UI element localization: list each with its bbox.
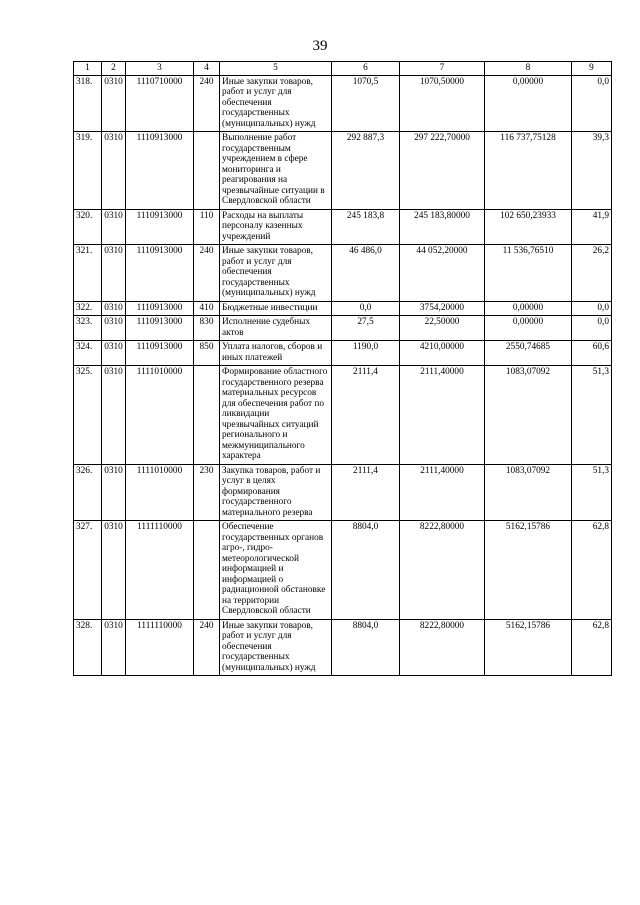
target-code: 1110913000 bbox=[126, 132, 194, 210]
value-col9: 0,0 bbox=[572, 75, 612, 132]
value-col7: 2111,40000 bbox=[400, 464, 485, 521]
expense-type bbox=[194, 521, 220, 620]
value-col7: 8222,80000 bbox=[400, 521, 485, 620]
expense-type bbox=[194, 366, 220, 465]
value-col9: 60,6 bbox=[572, 341, 612, 366]
target-code: 1110913000 bbox=[126, 341, 194, 366]
value-col9: 26,2 bbox=[572, 245, 612, 302]
column-header-9: 9 bbox=[572, 62, 612, 76]
row-number: 321. bbox=[74, 245, 102, 302]
value-col6: 2111,4 bbox=[332, 366, 400, 465]
expense-type: 230 bbox=[194, 464, 220, 521]
value-col6: 8804,0 bbox=[332, 521, 400, 620]
row-number: 326. bbox=[74, 464, 102, 521]
target-code: 1111010000 bbox=[126, 464, 194, 521]
value-col8: 0,00000 bbox=[485, 301, 572, 316]
row-number: 327. bbox=[74, 521, 102, 620]
value-col9: 0,0 bbox=[572, 301, 612, 316]
section-code: 0310 bbox=[102, 619, 126, 676]
row-number: 320. bbox=[74, 209, 102, 245]
column-header-6: 6 bbox=[332, 62, 400, 76]
value-col8: 0,00000 bbox=[485, 75, 572, 132]
expense-type: 240 bbox=[194, 245, 220, 302]
target-code: 1110710000 bbox=[126, 75, 194, 132]
value-col8: 5162,15786 bbox=[485, 619, 572, 676]
item-name: Формирование областного государственного резерва материальных ресурсов для обеспечения работ по ликвидации чрезвычайных ситуаций регионального и межмуниципального характера bbox=[220, 366, 332, 465]
row-number: 323. bbox=[74, 316, 102, 341]
item-name: Иные закупки товаров, работ и услуг для обеспечения государственных (муниципальных) нужд bbox=[220, 619, 332, 676]
item-name: Расходы на выплаты персоналу казенных учреждений bbox=[220, 209, 332, 245]
row-number: 325. bbox=[74, 366, 102, 465]
value-col9: 62,8 bbox=[572, 521, 612, 620]
value-col6: 2111,4 bbox=[332, 464, 400, 521]
expense-type: 850 bbox=[194, 341, 220, 366]
value-col6: 1190,0 bbox=[332, 341, 400, 366]
value-col7: 44 052,20000 bbox=[400, 245, 485, 302]
item-name: Иные закупки товаров, работ и услуг для обеспечения государственных (муниципальных) нужд bbox=[220, 245, 332, 302]
section-code: 0310 bbox=[102, 245, 126, 302]
value-col7: 8222,80000 bbox=[400, 619, 485, 676]
value-col8: 1083,07092 bbox=[485, 366, 572, 465]
target-code: 1110913000 bbox=[126, 316, 194, 341]
value-col9: 39,3 bbox=[572, 132, 612, 210]
target-code: 1110913000 bbox=[126, 245, 194, 302]
value-col7: 245 183,80000 bbox=[400, 209, 485, 245]
row-number: 319. bbox=[74, 132, 102, 210]
value-col6: 1070,5 bbox=[332, 75, 400, 132]
item-name: Выполнение работ государственным учреждением в сфере мониторинга и реагирования на чрезвычайные ситуации в Свердловской области bbox=[220, 132, 332, 210]
section-code: 0310 bbox=[102, 316, 126, 341]
expense-type: 410 bbox=[194, 301, 220, 316]
item-name: Исполнение судебных актов bbox=[220, 316, 332, 341]
value-col8: 0,00000 bbox=[485, 316, 572, 341]
table-row bbox=[74, 619, 612, 676]
value-col7: 22,50000 bbox=[400, 316, 485, 341]
row-number: 322. bbox=[74, 301, 102, 316]
item-name: Бюджетные инвестиции bbox=[220, 301, 332, 316]
value-col8: 1083,07092 bbox=[485, 464, 572, 521]
value-col8: 2550,74685 bbox=[485, 341, 572, 366]
column-header-4: 4 bbox=[194, 62, 220, 76]
value-col9: 0,0 bbox=[572, 316, 612, 341]
expense-type: 830 bbox=[194, 316, 220, 341]
expense-type: 240 bbox=[194, 619, 220, 676]
header-row bbox=[74, 62, 612, 76]
column-header-3: 3 bbox=[126, 62, 194, 76]
target-code: 1111110000 bbox=[126, 619, 194, 676]
column-header-5: 5 bbox=[220, 62, 332, 76]
section-code: 0310 bbox=[102, 341, 126, 366]
column-header-1: 1 bbox=[74, 62, 102, 76]
table-row bbox=[74, 464, 612, 521]
value-col6: 0,0 bbox=[332, 301, 400, 316]
row-number: 324. bbox=[74, 341, 102, 366]
table-row bbox=[74, 75, 612, 132]
value-col7: 2111,40000 bbox=[400, 366, 485, 465]
table-row bbox=[74, 245, 612, 302]
target-code: 1111110000 bbox=[126, 521, 194, 620]
budget-table bbox=[73, 61, 612, 676]
item-name: Обеспечение государственных органов агро-, гидро-метеорологической информацией и информацией о радиационной обстановке на территории Свердловской области bbox=[220, 521, 332, 620]
table-body bbox=[74, 75, 612, 676]
item-name: Иные закупки товаров, работ и услуг для обеспечения государственных (муниципальных) нужд bbox=[220, 75, 332, 132]
value-col9: 41,9 bbox=[572, 209, 612, 245]
value-col6: 8804,0 bbox=[332, 619, 400, 676]
value-col9: 51,3 bbox=[572, 366, 612, 465]
value-col7: 1070,50000 bbox=[400, 75, 485, 132]
value-col8: 5162,15786 bbox=[485, 521, 572, 620]
value-col9: 51,3 bbox=[572, 464, 612, 521]
target-code: 1110913000 bbox=[126, 209, 194, 245]
section-code: 0310 bbox=[102, 301, 126, 316]
page-number: 39 bbox=[312, 38, 328, 54]
row-number: 328. bbox=[74, 619, 102, 676]
section-code: 0310 bbox=[102, 209, 126, 245]
table-row bbox=[74, 209, 612, 245]
value-col7: 3754,20000 bbox=[400, 301, 485, 316]
value-col7: 297 222,70000 bbox=[400, 132, 485, 210]
value-col8: 102 650,23933 bbox=[485, 209, 572, 245]
column-header-2: 2 bbox=[102, 62, 126, 76]
value-col7: 4210,00000 bbox=[400, 341, 485, 366]
table-row bbox=[74, 366, 612, 465]
value-col6: 27,5 bbox=[332, 316, 400, 341]
section-code: 0310 bbox=[102, 464, 126, 521]
value-col9: 62,8 bbox=[572, 619, 612, 676]
table-row bbox=[74, 316, 612, 341]
section-code: 0310 bbox=[102, 521, 126, 620]
value-col6: 245 183,8 bbox=[332, 209, 400, 245]
row-number: 318. bbox=[74, 75, 102, 132]
section-code: 0310 bbox=[102, 132, 126, 210]
column-header-8: 8 bbox=[485, 62, 572, 76]
section-code: 0310 bbox=[102, 75, 126, 132]
value-col8: 11 536,76510 bbox=[485, 245, 572, 302]
expense-type: 110 bbox=[194, 209, 220, 245]
table-row bbox=[74, 521, 612, 620]
item-name: Закупка товаров, работ и услуг в целях формирования государственного материального резерва bbox=[220, 464, 332, 521]
table-row bbox=[74, 132, 612, 210]
section-code: 0310 bbox=[102, 366, 126, 465]
expense-type bbox=[194, 132, 220, 210]
value-col6: 292 887,3 bbox=[332, 132, 400, 210]
value-col6: 46 486,0 bbox=[332, 245, 400, 302]
item-name: Уплата налогов, сборов и иных платежей bbox=[220, 341, 332, 366]
table-row bbox=[74, 301, 612, 316]
target-code: 1110913000 bbox=[126, 301, 194, 316]
value-col8: 116 737,75128 bbox=[485, 132, 572, 210]
table-row bbox=[74, 341, 612, 366]
expense-type: 240 bbox=[194, 75, 220, 132]
target-code: 1111010000 bbox=[126, 366, 194, 465]
column-header-7: 7 bbox=[400, 62, 485, 76]
